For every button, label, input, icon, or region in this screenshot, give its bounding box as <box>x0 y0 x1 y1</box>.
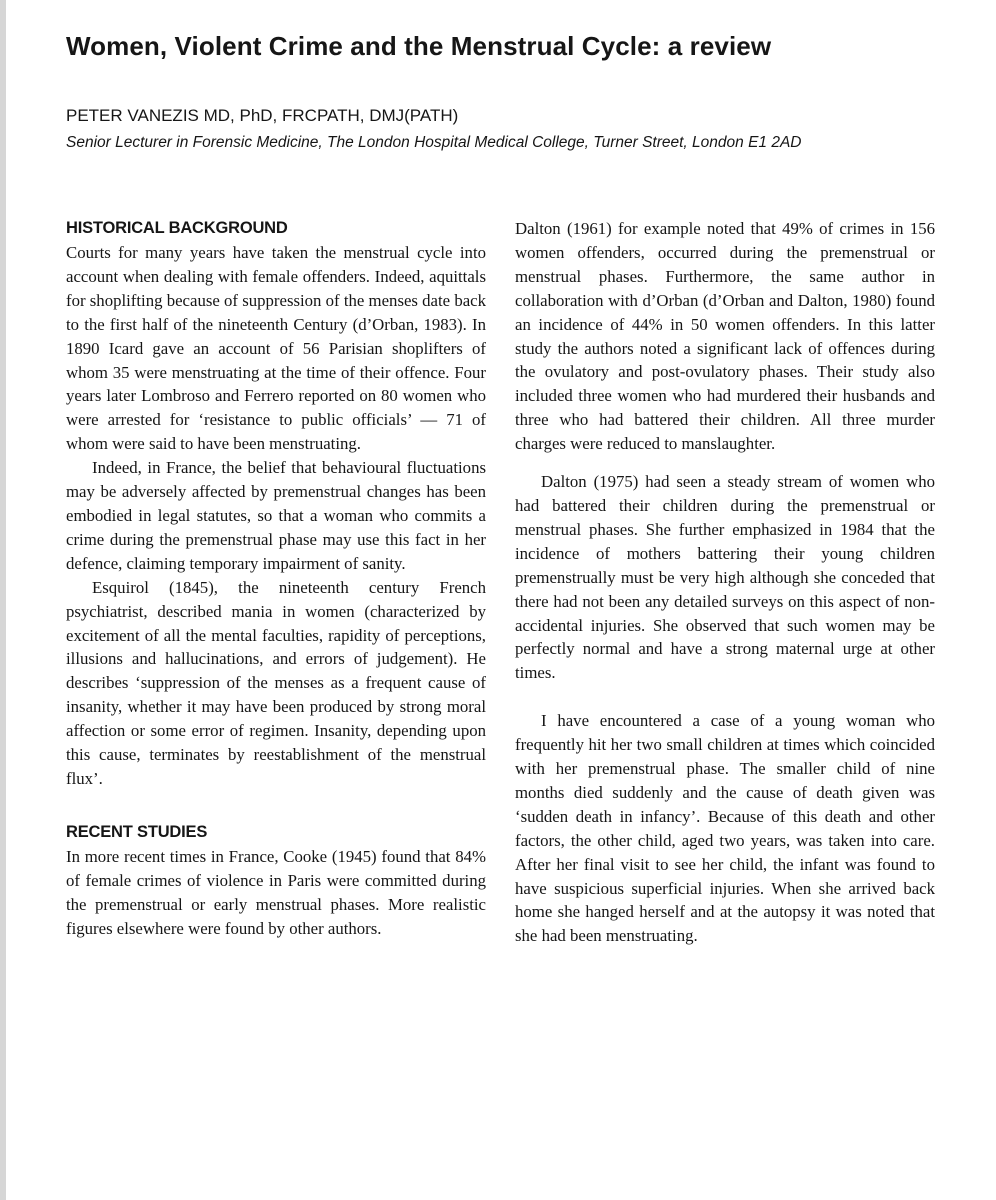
left-column <box>66 217 486 940</box>
section-heading-historical: HISTORICAL BACKGROUND <box>66 219 288 237</box>
paragraph-recent-2: Dalton (1961) for example noted that 49% of crimes in 156 women offenders, occurred during the premenstrual or menstrual phases. Furthermore, the same author in collaboration with d’Orban (d’Orban and Dalton, 1980) found an incidence of 44% in 50 women offenders. In this latter study the authors noted a significant lack of offences during the ovulatory and post-ovulatory phases. Their study also included three women who had murdered their husbands and three who had battered their children. All three murder charges were reduced to manslaughter. <box>515 219 935 454</box>
author-line: PETER VANEZIS MD, PhD, FRCPATH, DMJ(PATH) <box>66 106 459 125</box>
paragraph-historical-3: Esquirol (1845), the nineteenth century French psychiatrist, described mania in women (characterized by excitement of all the mental faculties, rapidity of perceptions, illusions and hallucinations, and errors of judgement). He describes ‘suppression of the menses as a frequent cause of insanity, whether it may have been produced by strong moral affection or some error of regimen. Insanity, depending upon this cause, terminates by reestablishment of the menstrual flux’. <box>66 577 486 788</box>
right-column <box>515 217 935 948</box>
article-title: Women, Violent Crime and the Menstrual Cycle: a review <box>66 31 772 61</box>
scan-edge-shadow <box>0 0 6 1200</box>
paragraph-recent-1: In more recent times in France, Cooke (1945) found that 84% of female crimes of violence in Paris were committed during the premenstrual or early menstrual phases. More realistic figures elsewhere were found by other authors. <box>66 846 486 938</box>
section-heading-recent: RECENT STUDIES <box>66 822 208 841</box>
paragraph-recent-3: Dalton (1975) had seen a steady stream of women who had battered their children during the premenstrual or menstrual phases. She further emphasized in 1984 that the incidence of mothers battering their young children premenstrually must be very high although she conceded that there had not been any detailed surveys on this aspect of non-accidental injuries. She observed that such women may be perfectly normal and have a strong maternal urge at other times. <box>515 472 935 683</box>
paragraph-historical-1: Courts for many years have taken the menstrual cycle into account when dealing with female offenders. Indeed, aquittals for shoplifting because of suppression of the menses date back to the first half of the nineteenth Century (d’Orban, 1983). In 1890 Icard gave an account of 56 Parisian shoplifters of whom 35 were menstruating at the time of their offence. Four years later Lombroso and Ferrero reported on 80 women who were arrested for ‘resistance to public officials’ — 71 of whom were said to have been menstruating. <box>66 243 486 454</box>
paragraph-historical-2: Indeed, in France, the belief that behavioural fluctuations may be adversely affected by premenstrual changes has been embodied in legal statutes, so that a woman who commits a crime during the premenstrual phase may use this fact in her defence, claiming temporary impairment of sanity. <box>66 458 486 573</box>
author-affiliation: Senior Lecturer in Forensic Medicine, The London Hospital Medical College, Turner Street, London E1 2AD <box>66 134 802 151</box>
paragraph-recent-4: I have encountered a case of a young woman who frequently hit her two small children at times which coincided with her premenstrual phase. The smaller child of nine months died suddenly and the cause of death given was ‘sudden death in infancy’. Because of this death and other factors, the other child, aged two years, was taken into care. After her final visit to see her child, the infant was found to have suspicious superficial injuries. When she arrived back home she hanged herself and at the autopsy it was noted that she had been menstruating. <box>515 711 935 946</box>
